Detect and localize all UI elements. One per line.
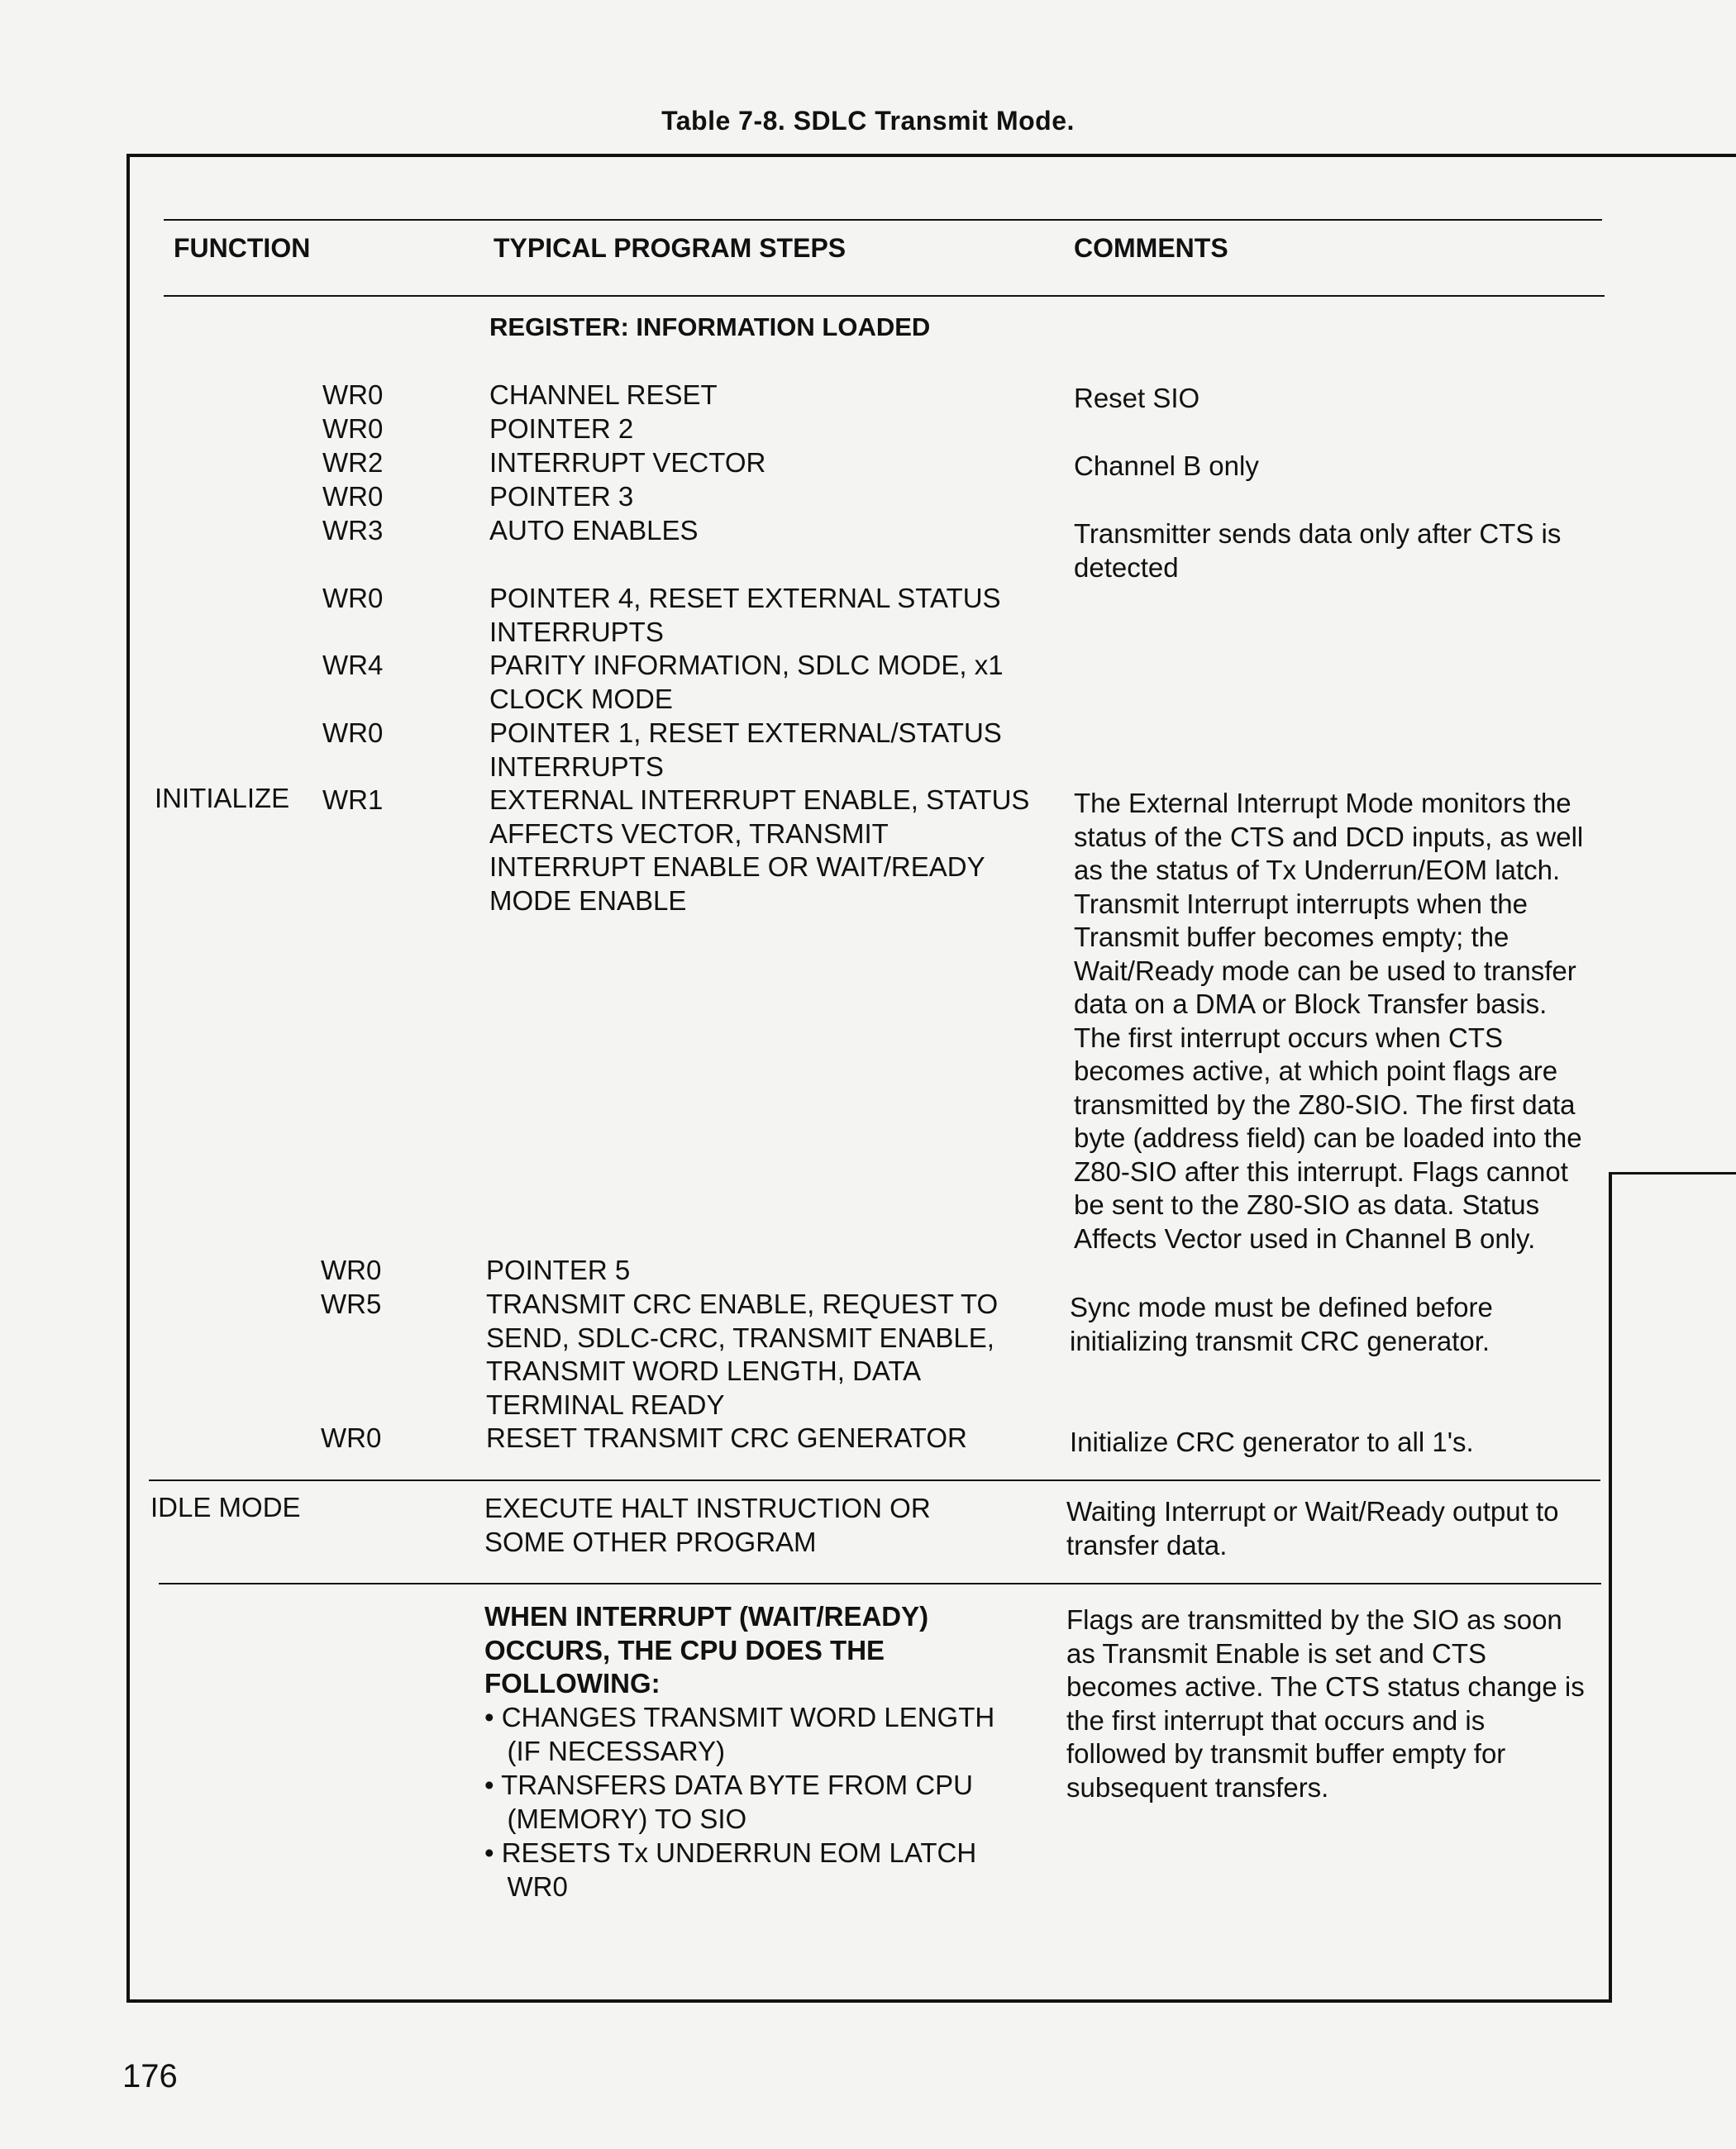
reg-wr0-4: WR0	[322, 583, 384, 613]
step-reset-transmit-crc: RESET TRANSMIT CRC GENERATOR	[486, 1422, 967, 1453]
interrupt-bullet-resets-latch: • RESETS Tx UNDERRUN EOM LATCH WR0	[484, 1837, 977, 1902]
frame-right-step	[1609, 1172, 1736, 1175]
reg-wr0-3: WR0	[322, 481, 384, 512]
comment-flags-transmitted: Flags are transmitted by the SIO as soon as Transmit Enable is set and CTS becomes active. The CTS status change is the first interrupt that occurs and is followed by transmit buffer empty for subsequent transfers.	[1066, 1604, 1585, 1803]
comment-waiting-interrupt: Waiting Interrupt or Wait/Ready output to transfer data.	[1066, 1496, 1559, 1561]
table-caption: Table 7-8. SDLC Transmit Mode.	[661, 106, 1075, 136]
reg-wr0-1: WR0	[322, 379, 384, 410]
comment-reset-sio: Reset SIO	[1074, 383, 1200, 413]
section-rule-idle	[149, 1480, 1600, 1481]
step-pointer-4: POINTER 4, RESET EXTERNAL STATUS INTERRUPTS	[489, 583, 1001, 647]
reg-wr0-6: WR0	[321, 1255, 382, 1285]
step-channel-reset: CHANNEL RESET	[489, 379, 718, 410]
step-external-interrupt-enable: EXTERNAL INTERRUPT ENABLE, STATUS AFFECTS VECTOR, TRANSMIT INTERRUPT ENABLE OR WAIT/READY MODE ENABLE	[489, 784, 1030, 916]
header-steps: TYPICAL PROGRAM STEPS	[494, 233, 847, 263]
frame-right-border	[1609, 1172, 1612, 2002]
step-pointer-5: POINTER 5	[486, 1255, 631, 1285]
function-idle-mode: IDLE MODE	[150, 1492, 301, 1522]
reg-wr5: WR5	[321, 1289, 382, 1319]
function-initialize: INITIALIZE	[155, 783, 290, 813]
interrupt-bullet-transfers-data: • TRANSFERS DATA BYTE FROM CPU (MEMORY) TO SIO	[484, 1770, 973, 1834]
reg-wr1: WR1	[322, 784, 384, 815]
comment-initialize-crc: Initialize CRC generator to all 1's.	[1070, 1427, 1474, 1457]
step-pointer-3: POINTER 3	[489, 481, 634, 512]
step-transmit-crc-enable: TRANSMIT CRC ENABLE, REQUEST TO SEND, SDLC-CRC, TRANSMIT ENABLE, TRANSMIT WORD LENGTH, DATA TERMINAL READY	[486, 1289, 999, 1420]
comment-external-interrupt-mode: The External Interrupt Mode monitors the status of the CTS and DCD inputs, as well as the status of Tx Underrun/EOM latch. Transmit Interrupt interrupts when the Transmit buffer becomes empty; the Wait/Ready mode can be used to transfer data on a DMA or Block Transfer basis. The first interrupt occurs when CTS becomes active, at which point flags are transmitted by the Z80-SIO. The first data byte (address field) can be loaded into the Z80-SIO after this interrupt. Flags cannot be sent to the Z80-SIO as data. Status Affects Vector used in Channel B only.	[1074, 788, 1584, 1254]
interrupt-heading: WHEN INTERRUPT (WAIT/READY) OCCURS, THE CPU DOES THE FOLLOWING:	[484, 1601, 929, 1699]
comment-channel-b-only: Channel B only	[1074, 450, 1259, 481]
reg-wr4: WR4	[322, 650, 384, 680]
step-parity-information: PARITY INFORMATION, SDLC MODE, x1 CLOCK MODE	[489, 650, 1004, 714]
reg-wr3: WR3	[322, 515, 384, 546]
step-execute-halt: EXECUTE HALT INSTRUCTION OR SOME OTHER PROGRAM	[484, 1493, 931, 1557]
step-auto-enables: AUTO ENABLES	[489, 515, 699, 546]
page-number: 176	[122, 2058, 178, 2094]
step-pointer-2: POINTER 2	[489, 413, 634, 444]
header-rule-top	[164, 219, 1602, 221]
interrupt-bullet-word-length: • CHANGES TRANSMIT WORD LENGTH (IF NECESSARY)	[484, 1702, 995, 1766]
reg-wr2: WR2	[322, 447, 384, 478]
header-function: FUNCTION	[174, 233, 311, 263]
frame-top-border	[128, 154, 1736, 157]
register-heading: REGISTER: INFORMATION LOADED	[489, 312, 931, 341]
comment-sync-mode: Sync mode must be defined before initializing transmit CRC generator.	[1070, 1292, 1493, 1356]
step-interrupt-vector: INTERRUPT VECTOR	[489, 447, 766, 478]
frame-left-border	[126, 154, 130, 2002]
frame-bottom-border	[126, 1999, 1612, 2003]
reg-wr0-2: WR0	[322, 413, 384, 444]
header-comments: COMMENTS	[1074, 233, 1228, 263]
reg-wr0-7: WR0	[321, 1422, 382, 1453]
step-pointer-1: POINTER 1, RESET EXTERNAL/STATUS INTERRUPTS	[489, 717, 1002, 782]
comment-transmitter-sends: Transmitter sends data only after CTS is detected	[1074, 518, 1562, 583]
header-rule-bottom	[164, 295, 1605, 297]
reg-wr0-5: WR0	[322, 717, 384, 748]
section-rule-interrupt	[159, 1583, 1601, 1584]
